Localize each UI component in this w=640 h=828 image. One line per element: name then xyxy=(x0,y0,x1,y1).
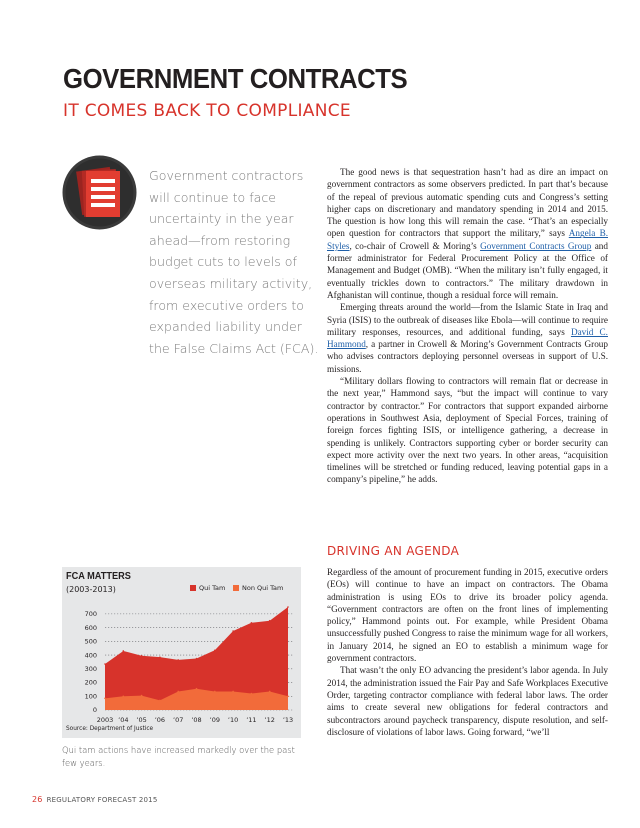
link-david-hammond[interactable]: David C. Hammond xyxy=(327,326,608,350)
data-point-non-qui-tam xyxy=(269,691,271,693)
data-point-non-qui-tam xyxy=(159,700,161,702)
data-point-qui-tam xyxy=(251,622,253,624)
page-footer xyxy=(32,795,158,804)
y-tick-label: 0 xyxy=(92,706,97,715)
x-tick-label: ’12 xyxy=(264,716,275,724)
fca-chart xyxy=(62,567,301,738)
chart-title: FCA MATTERS xyxy=(66,571,131,582)
data-point-non-qui-tam xyxy=(196,688,198,690)
data-point-non-qui-tam xyxy=(123,695,125,697)
data-point-qui-tam xyxy=(177,659,179,661)
y-tick-label: 600 xyxy=(84,623,97,632)
y-tick-label: 500 xyxy=(84,637,97,646)
paragraph: “Military dollars flowing to contractors will remain flat or decrease in the next year,” Hammond says, “but the impact will continue to vary contractor by contractor.” For contractors that support expanded airborne operations in Southwest Asia, deployment of Special Forces, training of foreign forces fighting ISIS, or intelligence gathering, a decrease in spending is unlikely. Contractors supporting cyber or border security can expect more activity over the next two years. In other areas, “acquisition timelines will be stretched or funding reduced, leaving potential gaps in a company’s pipeline,” he adds. xyxy=(327,376,608,485)
x-tick-label: ’08 xyxy=(191,716,202,724)
data-point-qui-tam xyxy=(123,650,125,652)
y-tick-label: 100 xyxy=(84,692,97,701)
paragraph: Emerging threats around the world—from the Islamic State in Iraq and Syria (ISIS) to the outbreak of diseases like Ebola—will continue to require military responses, resources, and additional funding, says David C. Hammond, a partner in Crowell & Moring’s Government Contracts Group who advises contractors deploying personnel overseas in support of U.S. missions. xyxy=(327,302,608,374)
chart-plot xyxy=(62,567,301,738)
data-point-non-qui-tam xyxy=(287,695,289,697)
publication-label: REGULATORY FORECAST 2015 xyxy=(46,796,158,804)
y-tick-label: 200 xyxy=(84,678,97,687)
section-heading: DRIVING AN AGENDA xyxy=(327,544,460,558)
x-tick-label: ’06 xyxy=(154,716,166,724)
data-point-non-qui-tam xyxy=(214,691,216,693)
data-point-qui-tam xyxy=(196,658,198,660)
section-column xyxy=(327,566,608,738)
page-title: GOVERNMENT CONTRACTS xyxy=(63,63,408,94)
data-point-non-qui-tam xyxy=(104,698,106,700)
data-point-qui-tam xyxy=(104,663,106,665)
paragraph: Regardless of the amount of procurement funding in 2015, executive orders (EOs) will continue to have an impact on contractors. The Obama administration is using EOs to drive its broader policy agenda. “Government contractors are often on the front lines of implementing policy,” Hammond points out. For example, while President Obama unsuccessfully pushed Congress to raise the minimum wage for all workers, in January 2014, he signed an EO to establish a minimum wage for government contractors. xyxy=(327,567,608,664)
x-tick-label: ’13 xyxy=(282,716,294,724)
body-column xyxy=(327,166,608,486)
data-point-qui-tam xyxy=(159,656,161,658)
y-tick-label: 700 xyxy=(84,610,97,619)
x-tick-label: ’11 xyxy=(246,716,257,724)
link-angela-styles[interactable]: Angela B. Styles xyxy=(327,228,608,251)
data-point-qui-tam xyxy=(287,606,289,608)
x-tick-label: 2003 xyxy=(96,716,114,724)
paragraph: The good news is that sequestration hasn’t had as dire an impact on government contractors as some observers predicted. In part that’s because of the repeal of previous automatic spending cuts and Congress’s setting higher caps on discretionary and mandatory spending in 2014 and 2015. The question is how long this will remain the case. “That’s an especially open question for contractors that support the military,” says Angela B. Styles, co-chair of Crowell & Moring’s Government Contracts Group and former administrator for Federal Procurement Policy at the Office of Management and Budget (OMB). “When the military isn’t fully engaged, it eventually trickles down to contractors.” The military drawdown in Afghanistan will continue, though a residual force will remain. xyxy=(327,167,608,300)
chart-subtitle: (2003-2013) xyxy=(66,585,116,594)
x-tick-label: ’07 xyxy=(173,716,184,724)
link-government-contracts-group[interactable]: Government Contracts Group xyxy=(480,240,592,251)
page-subtitle: IT COMES BACK TO COMPLIANCE xyxy=(63,101,351,121)
x-tick-label: ’05 xyxy=(136,716,147,724)
x-tick-label: ’10 xyxy=(227,716,239,724)
data-point-qui-tam xyxy=(214,649,216,651)
legend-item-qui-tam: Qui Tam xyxy=(190,584,225,592)
data-point-non-qui-tam xyxy=(177,691,179,693)
legend-item-non-qui-tam: Non Qui Tam xyxy=(233,584,283,592)
data-point-qui-tam xyxy=(141,655,143,657)
x-tick-label: ’04 xyxy=(118,716,129,724)
y-tick-label: 400 xyxy=(84,651,97,660)
paragraph: That wasn’t the only EO advancing the president’s labor agenda. In July 2014, the administration issued the Fair Pay and Safe Workplaces Executive Order, targeting contractor compliance with federal labor laws. The order aims to create several new obligations for federal contractors and subcontractors around paycheck transparency, dispute resolution, and self-disclosure of violations of labor laws. Going forward, “we’ll xyxy=(327,665,608,737)
page-number: 26 xyxy=(32,795,43,804)
x-tick-label: ’09 xyxy=(209,716,220,724)
data-point-non-qui-tam xyxy=(232,691,234,693)
data-point-non-qui-tam xyxy=(251,693,253,695)
data-point-qui-tam xyxy=(232,630,234,632)
document-stack-icon xyxy=(62,155,137,230)
chart-caption: Qui tam actions have increased markedly over the past few years. xyxy=(62,745,295,768)
y-tick-label: 300 xyxy=(84,665,97,673)
pull-quote: Government contractors will continue to face uncertainty in the year ahead—from restoring budget cuts to levels of overseas military activity, from executive orders to expanded liability under the False Claims Act (FCA). xyxy=(149,168,319,356)
data-point-non-qui-tam xyxy=(141,695,143,697)
chart-source: Source: Department of Justice xyxy=(66,726,154,732)
data-point-qui-tam xyxy=(269,620,271,622)
